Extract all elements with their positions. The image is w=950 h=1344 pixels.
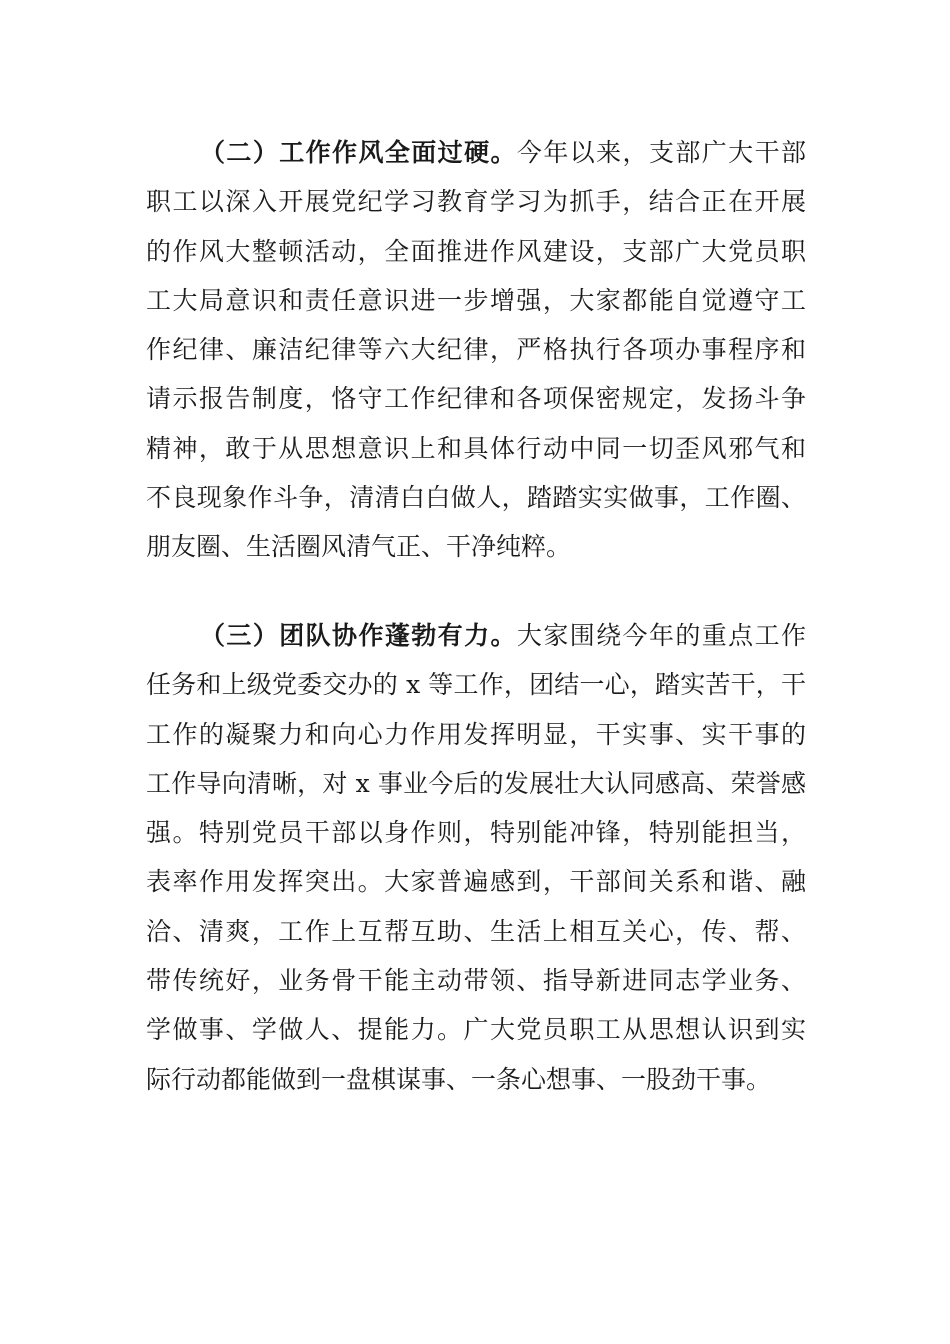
paragraph-heading: （二）工作作风全面过硬。 <box>200 138 517 167</box>
paragraph-line: 工作导向清晰，对 x 事业今后的发展壮大认同感高、荣誉感 <box>146 768 806 798</box>
paragraph-line: 精神，敢于从思想意识上和具体行动中同一切歪风邪气和 <box>146 433 806 463</box>
paragraph-line: 请示报告制度，恪守工作纪律和各项保密规定，发扬斗争 <box>146 384 806 414</box>
paragraph-line: 的作风大整顿活动，全面推进作风建设，支部广大党员职 <box>146 236 806 266</box>
paragraph-heading: （三）团队协作蓬勃有力。 <box>200 621 517 650</box>
paragraph-line: 际行动都能做到一盘棋谋事、一条心想事、一股劲干事。 <box>146 1064 772 1094</box>
paragraph-line: 作纪律、廉洁纪律等六大纪律，严格执行各项办事程序和 <box>146 335 806 365</box>
paragraph-line: （二）工作作风全面过硬。今年以来，支部广大干部 <box>200 138 806 167</box>
paragraph-teamwork <box>146 611 806 1104</box>
paragraph-line: 表率作用发挥突出。大家普遍感到，干部间关系和谐、融 <box>146 867 806 897</box>
paragraph-line: 任务和上级党委交办的 x 等工作，团结一心，踏实苦干，干 <box>146 670 806 700</box>
paragraph-work-style <box>146 128 806 572</box>
paragraph-line: 带传统好，业务骨干能主动带领、指导新进同志学业务、 <box>146 966 806 996</box>
paragraph-line: 工作的凝聚力和向心力作用发挥明显，干实事、实干事的 <box>146 719 806 749</box>
paragraph-line: 朋友圈、生活圈风清气正、干净纯粹。 <box>146 532 572 562</box>
paragraph-line: 工大局意识和责任意识进一步增强，大家都能自觉遵守工 <box>146 285 806 315</box>
paragraph-line: 洽、清爽，工作上互帮互助、生活上相互关心，传、帮、 <box>146 916 806 946</box>
paragraph-line: 不良现象作斗争，清清白白做人，踏踏实实做事，工作圈、 <box>146 483 806 513</box>
paragraph-line: 职工以深入开展党纪学习教育学习为抓手，结合正在开展 <box>146 187 806 217</box>
paragraph-line: 学做事、学做人、提能力。广大党员职工从思想认识到实 <box>146 1015 806 1045</box>
paragraph-line: 强。特别党员干部以身作则，特别能冲锋，特别能担当， <box>146 818 806 848</box>
paragraph-line: （三）团队协作蓬勃有力。大家围绕今年的重点工作 <box>200 621 806 650</box>
